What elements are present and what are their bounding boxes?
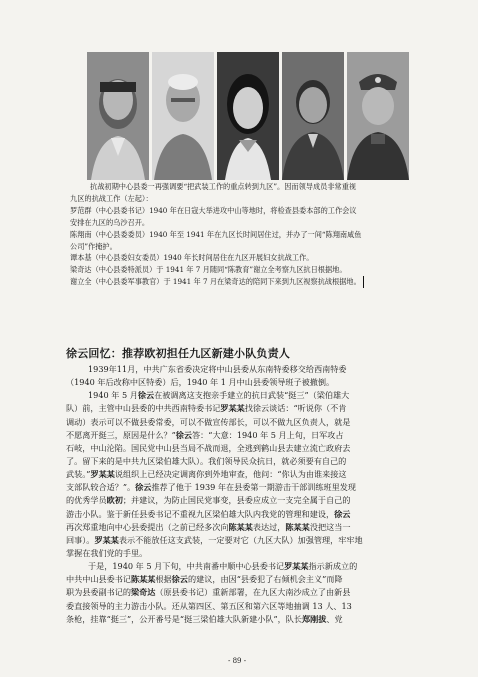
body-text: 找徐云谈话：“听说你（不肯 [244, 403, 347, 414]
body-line [66, 363, 410, 376]
article-body [66, 363, 410, 626]
bold-name: 罗某某 [90, 469, 115, 480]
body-text: 根据 [155, 574, 172, 585]
body-text: 游击小队。鉴于新任县委书记不重视九区梁伯雄大队内我党的管理和建设， [66, 508, 335, 519]
caption-line: 公司”作掩护。 [70, 241, 117, 251]
body-line [66, 442, 410, 455]
bold-name: 郑刚拔 [302, 613, 327, 624]
body-text: （1940 年后改称中区特委）后，1940 年 1 月中山县委领导班子被撤倒。 [66, 377, 335, 388]
body-text: 掌握在我们党的手里。 [66, 547, 148, 558]
body-text: 表示不能放任这支武装，一定要对它（九区大队）加强管理，牢牢地 [118, 534, 363, 545]
bold-name: 罗某某 [220, 403, 245, 414]
body-text: 1939年11月，中共广东省委决定将中山县委从东南特委移交给西南特委 [88, 364, 347, 374]
body-text: 中共中山县委书记 [66, 574, 132, 585]
body-line [66, 376, 410, 389]
body-line [66, 429, 410, 442]
bold-name: 欧初 [106, 495, 123, 506]
bold-name: 徐云 [137, 390, 155, 401]
portrait-photo [87, 52, 149, 180]
bold-name: 罗某某 [94, 534, 119, 545]
body-text: 武装。” [66, 469, 91, 480]
body-line [66, 613, 410, 626]
body-line [66, 560, 410, 573]
body-text: 队）前，主管中山县委的中共西南特委书记 [66, 403, 221, 414]
bold-name: 徐云 [171, 574, 188, 585]
body-text: 条枪，挂靠“挺三”，公开番号是“挺三梁伯雄大队新建小队”，队长 [66, 613, 302, 624]
body-text: 委直接领导的主力游击小队。还从第四区、第五区和第六区等地抽调 13 人、13 [66, 600, 352, 611]
body-line [66, 521, 410, 534]
body-line [66, 600, 410, 613]
body-line [66, 547, 410, 560]
portrait-photo [347, 52, 409, 180]
caption-line: 九区的抗战工作（左起）： [70, 193, 153, 203]
body-text: 推荐了他于 1939 年在县委第一期游击干部训练班里发现 [151, 482, 357, 493]
body-text: 不愿离开挺三，原因是什么？” [66, 429, 176, 440]
portrait-photo [282, 52, 344, 180]
body-line [66, 573, 410, 586]
bold-name: 陈某某 [131, 574, 156, 585]
body-text: 1940 年 5 月 [88, 390, 138, 401]
caption-line: 陈翔南（中心县委委员）1940 年至 1941 年在九区长时间居住过，并办了一间“陈翔南咸鱼 [70, 229, 362, 239]
body-line [66, 586, 410, 599]
body-line [66, 508, 410, 521]
body-text: 在被调离这支抱亲手建立的抗日武装“挺三”（梁伯雄大 [154, 390, 350, 401]
caption-line: 谭本基（中心县委妇女委员）1940 年长时间居住在九区开展妇女抗战工作。 [70, 253, 314, 263]
body-text: 石岐，中山沦陷。国民党中山县当局不战而退，全逃到鹤山县去建立流亡政府去 [66, 442, 351, 453]
body-line [66, 481, 410, 494]
portrait-photo [152, 52, 214, 180]
body-line [66, 468, 410, 481]
caption-line: 谢立全（中心县委军事教官）于 1941 年 7 月在梁奇达的陪同下来到九区视察抗战根据地。 [70, 276, 364, 288]
body-line [66, 389, 410, 402]
body-text: 表达过， [252, 521, 286, 532]
bold-name: 陈某某 [285, 521, 310, 532]
body-text: 答：“大意：1940 年 5 月上旬，日军攻占 [192, 429, 344, 440]
bold-name: 徐云 [135, 482, 152, 493]
body-text: 回事）。 [66, 534, 95, 545]
body-text: 支部队较合适？”。 [66, 482, 136, 493]
body-text: 没把这当一 [309, 521, 351, 532]
body-line [66, 402, 410, 415]
article-headline: 徐云回忆：推荐欧初担任九区新建小队负责人 [66, 347, 290, 360]
photo-caption [70, 181, 410, 292]
body-text: 了。留下来的是中共九区梁伯雄大队）。我们领导民众抗日，就必须要有自己的 [66, 455, 347, 466]
body-text: 、党 [326, 613, 343, 624]
body-text: 指示新成立的 [308, 561, 358, 572]
body-text: 再次郑重地向中心县委提出（之前已经多次向 [66, 521, 229, 532]
caption-line: 梁奇达（中心县委特派员）于 1941 年 7 月随同“陈教育”谢立全考察九区抗日根据地。 [70, 265, 347, 275]
bold-name: 徐云 [334, 508, 351, 519]
body-text: （原县委书记）重新部署，在九区大南沙成立了由新县 [155, 587, 351, 598]
body-text: 的优秀学员 [66, 495, 107, 506]
body-line [66, 416, 410, 429]
portrait-photo [217, 52, 279, 180]
page-number: - 89 - [228, 657, 247, 665]
body-text: 职为县委副书记的 [66, 587, 132, 598]
caption-line: 安排在九区的乌沙召开。 [70, 217, 150, 227]
caption-line: 抗战初期中心县委一再强调要“把武装工作的重点转到九区”。因而领导成员非常重视 [90, 182, 357, 191]
body-text: 调动）表示可以不做县委常委，可以不做宣传部长，可以不做九区负责人，就是 [66, 416, 351, 427]
body-line [66, 534, 410, 547]
body-text: ；并建议，为防止国民党事变，县委应成立一支完全属于自己的 [122, 495, 351, 506]
bold-name: 梁奇达 [131, 587, 156, 598]
bold-name: 罗某某 [284, 561, 309, 572]
body-line [66, 455, 410, 468]
caption-line: 罗范群（中心县委书记）1940 年在日寇大举进攻中山等地时，将检查县委本部的工作会议 [70, 205, 357, 215]
portrait-strip [87, 52, 409, 180]
body-line [66, 494, 410, 507]
body-text: 于是，1940 年 5 月下旬，中共南番中顺中心县委书记 [88, 561, 285, 572]
bold-name: 徐云 [175, 429, 193, 440]
bold-name: 陈某某 [228, 521, 253, 532]
body-text: 说组织上已经决定调离你到外地审查，他问：“你认为由谁来接这 [114, 469, 347, 480]
body-text: 的建议，由因“县委犯了右倾机会主义”而降 [187, 574, 343, 585]
